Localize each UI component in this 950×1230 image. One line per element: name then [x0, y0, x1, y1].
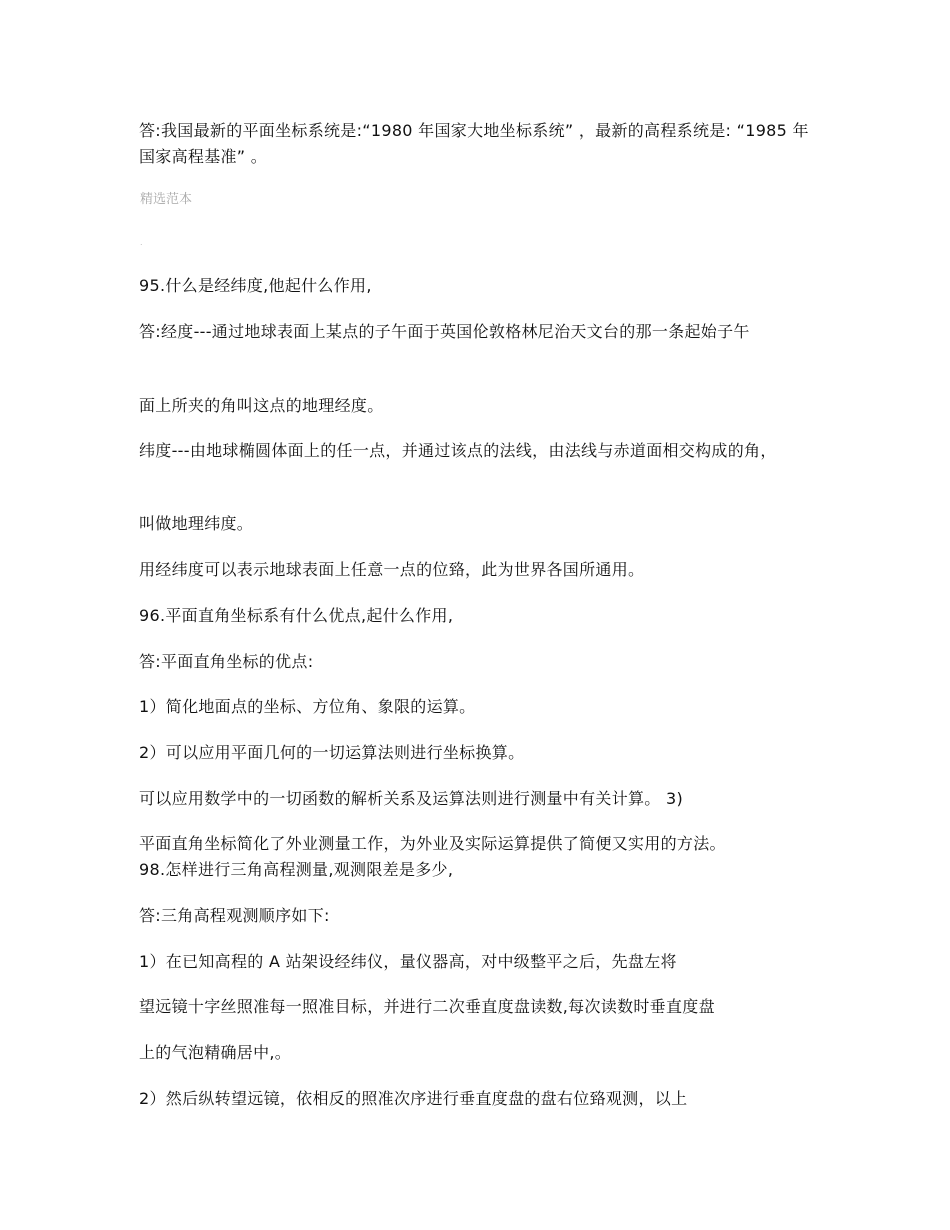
step-1-cont: 望远镜十字丝照准每一照准目标，并进行二次垂直度盘读数,每次读数时垂直度盘 [139, 997, 715, 1016]
list-item-1: 1）简化地面点的坐标、方位角、象限的运算。 [139, 697, 476, 716]
step-1-end: 上的气泡精确居中,。 [139, 1043, 292, 1062]
step-2: 2）然后纵转望远镜，依相反的照准次序进行垂直度盘的盘右位臵观测，以上 [139, 1089, 688, 1108]
paragraph-simplify: 平面直角坐标简化了外业测量工作，为外业及实际运算提供了简便又实用的方法。 [139, 834, 726, 853]
step-1: 1）在已知高程的 A 站架设经纬仪，量仪器高，对中级整平之后，先盘左将 [139, 952, 677, 971]
answer-96-intro: 答:平面直角坐标的优点: [139, 652, 314, 671]
separator-dot: . [140, 238, 143, 247]
paragraph-math-functions: 可以应用数学中的一切函数的解析关系及运算法则进行测量中有关计算。 3) [139, 789, 684, 808]
answer-longitude: 答:经度---通过地球表面上某点的子午面于英国伦敦格林尼治天文台的那一条起始子午 [139, 322, 750, 341]
answer-98-intro: 答:三角高程观测顺序如下: [139, 906, 330, 925]
paragraph-longitude-cont: 面上所夹的角叫这点的地理经度。 [139, 396, 384, 415]
watermark-text: 精选范本 [140, 192, 193, 207]
question-95: 95.什么是经纬度,他起什么作用, [139, 276, 372, 295]
paragraph-usage: 用经纬度可以表示地球表面上任意一点的位臵，此为世界各国所通用。 [139, 560, 645, 579]
paragraph-latitude: 纬度---由地球椭圆体面上的任一点，并通过该点的法线，由法线与赤道面相交构成的角， [139, 441, 777, 460]
question-96: 96.平面直角坐标系有什么优点,起什么作用, [139, 606, 454, 625]
question-98: 98.怎样进行三角高程测量,观测限差是多少, [139, 860, 454, 879]
list-item-2: 2）可以应用平面几何的一切运算法则进行坐标换算。 [139, 743, 525, 762]
answer-coordinate-system: 答:我国最新的平面坐标系统是:“1980 年国家大地坐标系统” ，最新的高程系统是: “1985 年国家高程基准” 。 [139, 121, 809, 166]
paragraph-latitude-cont: 叫做地理纬度。 [139, 514, 254, 533]
